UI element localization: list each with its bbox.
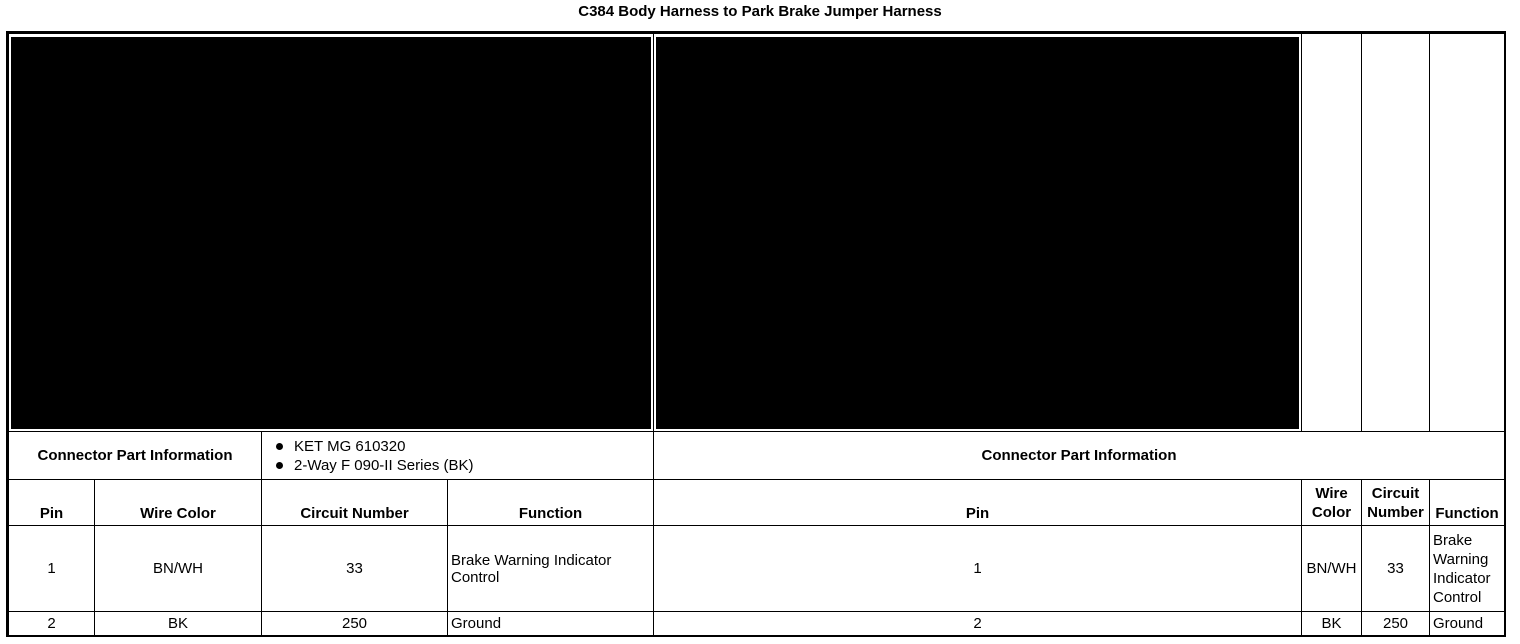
left-connector-image xyxy=(11,37,651,429)
part-info-text: 2-Way F 090-II Series (BK) xyxy=(294,456,474,474)
part-info-text: KET MG 610320 xyxy=(294,437,406,455)
left-row2-pin: 2 xyxy=(9,612,95,636)
left-row1-pin: 1 xyxy=(9,526,95,612)
right-row1-function: Brake Warning Indicator Control xyxy=(1430,526,1505,612)
right-header-wire-color: Wire Color xyxy=(1302,480,1362,526)
left-header-circuit-number: Circuit Number xyxy=(262,480,448,526)
right-header-circuit-number: Circuit Number xyxy=(1362,480,1430,526)
left-part-info-list xyxy=(262,437,653,475)
part-info-item xyxy=(274,456,653,475)
right-row2-pin: 2 xyxy=(654,612,1302,636)
right-connector-image xyxy=(656,37,1299,429)
bullet-icon xyxy=(276,443,283,450)
right-row2-circuit-number: 250 xyxy=(1362,612,1430,636)
right-part-info-label: Connector Part Information xyxy=(654,432,1505,480)
left-header-pin: Pin xyxy=(9,480,95,526)
connector-table-frame xyxy=(6,31,1506,637)
right-connector-image-cell xyxy=(654,34,1302,432)
right-row1-pin: 1 xyxy=(654,526,1302,612)
left-row2-circuit-number: 250 xyxy=(262,612,448,636)
left-part-info-label: Connector Part Information xyxy=(9,432,262,480)
right-row2-wire-color: BK xyxy=(1302,612,1362,636)
left-part-info-details xyxy=(262,432,654,480)
left-connector-image-cell xyxy=(9,34,654,432)
left-row1-wire-color: BN/WH xyxy=(95,526,262,612)
connector-table xyxy=(8,33,1505,636)
left-header-function: Function xyxy=(448,480,654,526)
right-row1-circuit-number: 33 xyxy=(1362,526,1430,612)
left-row1-circuit-number: 33 xyxy=(262,526,448,612)
bullet-icon xyxy=(276,462,283,469)
right-row2-function: Ground xyxy=(1430,612,1505,636)
left-header-wire-color: Wire Color xyxy=(95,480,262,526)
right-header-function: Function xyxy=(1430,480,1505,526)
right-header-pin: Pin xyxy=(654,480,1302,526)
table-row xyxy=(9,526,1505,612)
page-title: C384 Body Harness to Park Brake Jumper Harness xyxy=(578,3,942,20)
right-image-spacer-circuit-number xyxy=(1362,34,1430,432)
part-info-item xyxy=(274,437,653,456)
left-row2-wire-color: BK xyxy=(95,612,262,636)
right-image-spacer-wire-color xyxy=(1302,34,1362,432)
table-row xyxy=(9,612,1505,636)
left-row1-function: Brake Warning Indicator Control xyxy=(448,526,654,612)
right-image-spacer-function xyxy=(1430,34,1505,432)
left-row2-function: Ground xyxy=(448,612,654,636)
right-row1-wire-color: BN/WH xyxy=(1302,526,1362,612)
